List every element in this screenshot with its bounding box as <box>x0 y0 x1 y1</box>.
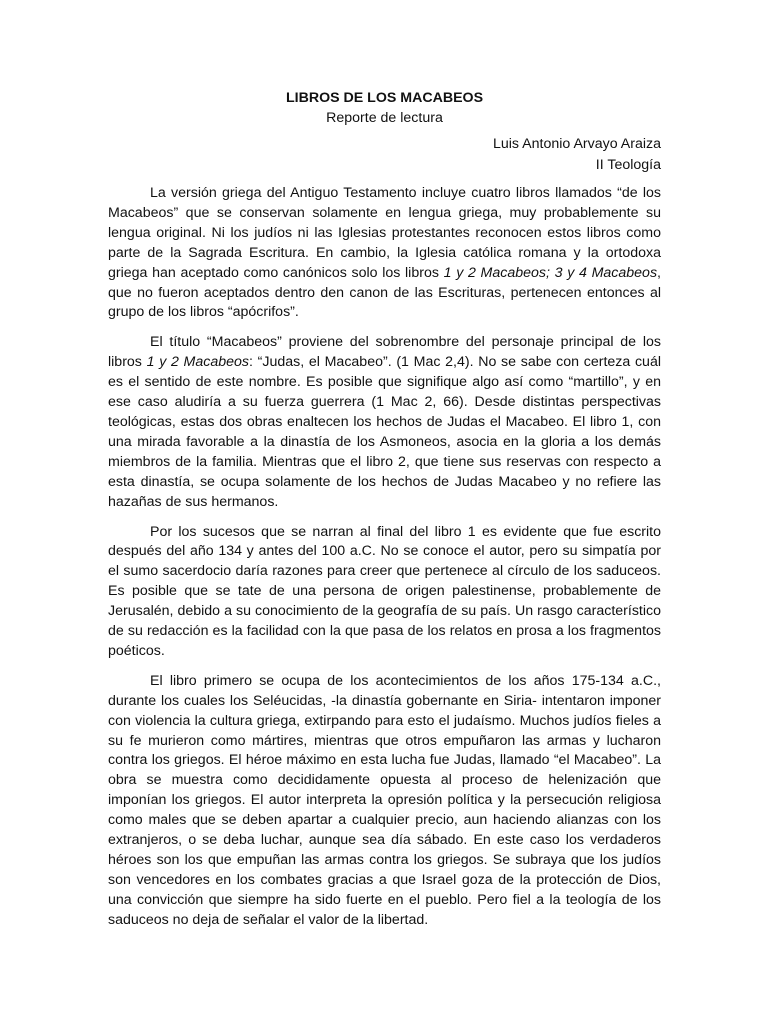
document-subtitle: Reporte de lectura <box>326 110 443 126</box>
paragraph-4: El libro primero se ocupa de los acontecimientos de los años 175-134 a.C., durante los cuales los Seléucidas, -la dinastía gobernante en Siria- intentaron imponer con violencia la cultura griega, extirpando para esto el judaísmo. Muchos judíos fieles a su fe murieron como mártires, mientras que otros empuñaron las armas y lucharon contra los griegos. El héroe máximo en esta lucha fue Judas, llamado “el Macabeo”. La obra se muestra como decididamente opuesta al proceso de helenización que imponían los griegos. El autor interpreta la opresión política y la persecución religiosa como males que se deben apartar a cualquier precio, aun haciendo alianzas con los extranjeros, o se deba luchar, aunque sea día sábado. En este caso los verdaderos héroes son los que empuñan las armas contra los griegos. Se subraya que los judíos son vencedores en los combates gracias a que Israel goza de la protección de Dios, una convicción que siempre ha sido fuerte en el pueblo. Pero fiel a la teología de los saduceos no deja de señalar el valor de la libertad. <box>108 672 661 928</box>
paragraph-1-text-b: , que no fueron aceptados dentro den canon de las Escrituras, pertenecen entonces al grupo de los libros “apócrifos”. <box>108 264 661 321</box>
paragraph-2-italic: 1 y 2 Macabeos <box>146 354 250 371</box>
paragraph-1-italic: 1 y 2 Macabeos; 3 y 4 Macabeos <box>443 264 658 281</box>
paragraph-2-text-a: El título “Macabeos” proviene del sobrenombre del personaje principal de los libros <box>108 334 661 371</box>
author-name: Luis Antonio Arvayo Araiza <box>493 136 661 152</box>
course-name: II Teología <box>595 157 661 173</box>
paragraph-2 <box>108 333 661 512</box>
document-page <box>108 88 661 941</box>
paragraph-1 <box>108 184 661 323</box>
document-title: LIBROS DE LOS MACABEOS <box>285 90 484 106</box>
paragraph-1-text-a: La versión griega del Antiguo Testamento incluye cuatro libros llamados “de los Macabeos” que se conservan solamente en lengua griega, muy probablemente su lengua original. Ni los judíos ni las Iglesias protestantes reconocen estos libros como parte de la Sagrada Escritura. En cambio, la Iglesia católica romana y la ortodoxa griega han aceptado como canónicos solo los libros <box>108 185 661 281</box>
paragraph-2-text-b: : “Judas, el Macabeo”. (1 Mac 2,4). No se sabe con certeza cuál es el sentido de este nombre. Es posible que signifique algo así como “martillo”, y en ese caso aludiría a su fuerza guerrera (1 Mac 2, 66). Desde distintas perspectivas teológicas, estas dos obras enaltecen los hechos de Judas el Macabeo. El libro 1, con una mirada favorable a la dinastía de los Asmoneos, asocia en la gloria a los demás miembros de la familia. Mientras que el libro 2, que tiene sus reservas con respecto a esta dinastía, se ocupa solamente de los hechos de Judas Macabeo y no refiere las hazañas de sus hermanos. <box>108 354 661 510</box>
paragraph-3: Por los sucesos que se narran al final del libro 1 es evidente que fue escrito después del año 134 y antes del 100 a.C. No se conoce el autor, pero su simpatía por el sumo sacerdocio daría razones para creer que pertenece al círculo de los saduceos. Es posible que se tate de una persona de origen palestinense, probablemente de Jerusalén, debido a su conocimiento de la geografía de su país. Un rasgo característico de su redacción es la facilidad con la que pasa de los relatos en prosa a los fragmentos poéticos. <box>108 523 661 659</box>
